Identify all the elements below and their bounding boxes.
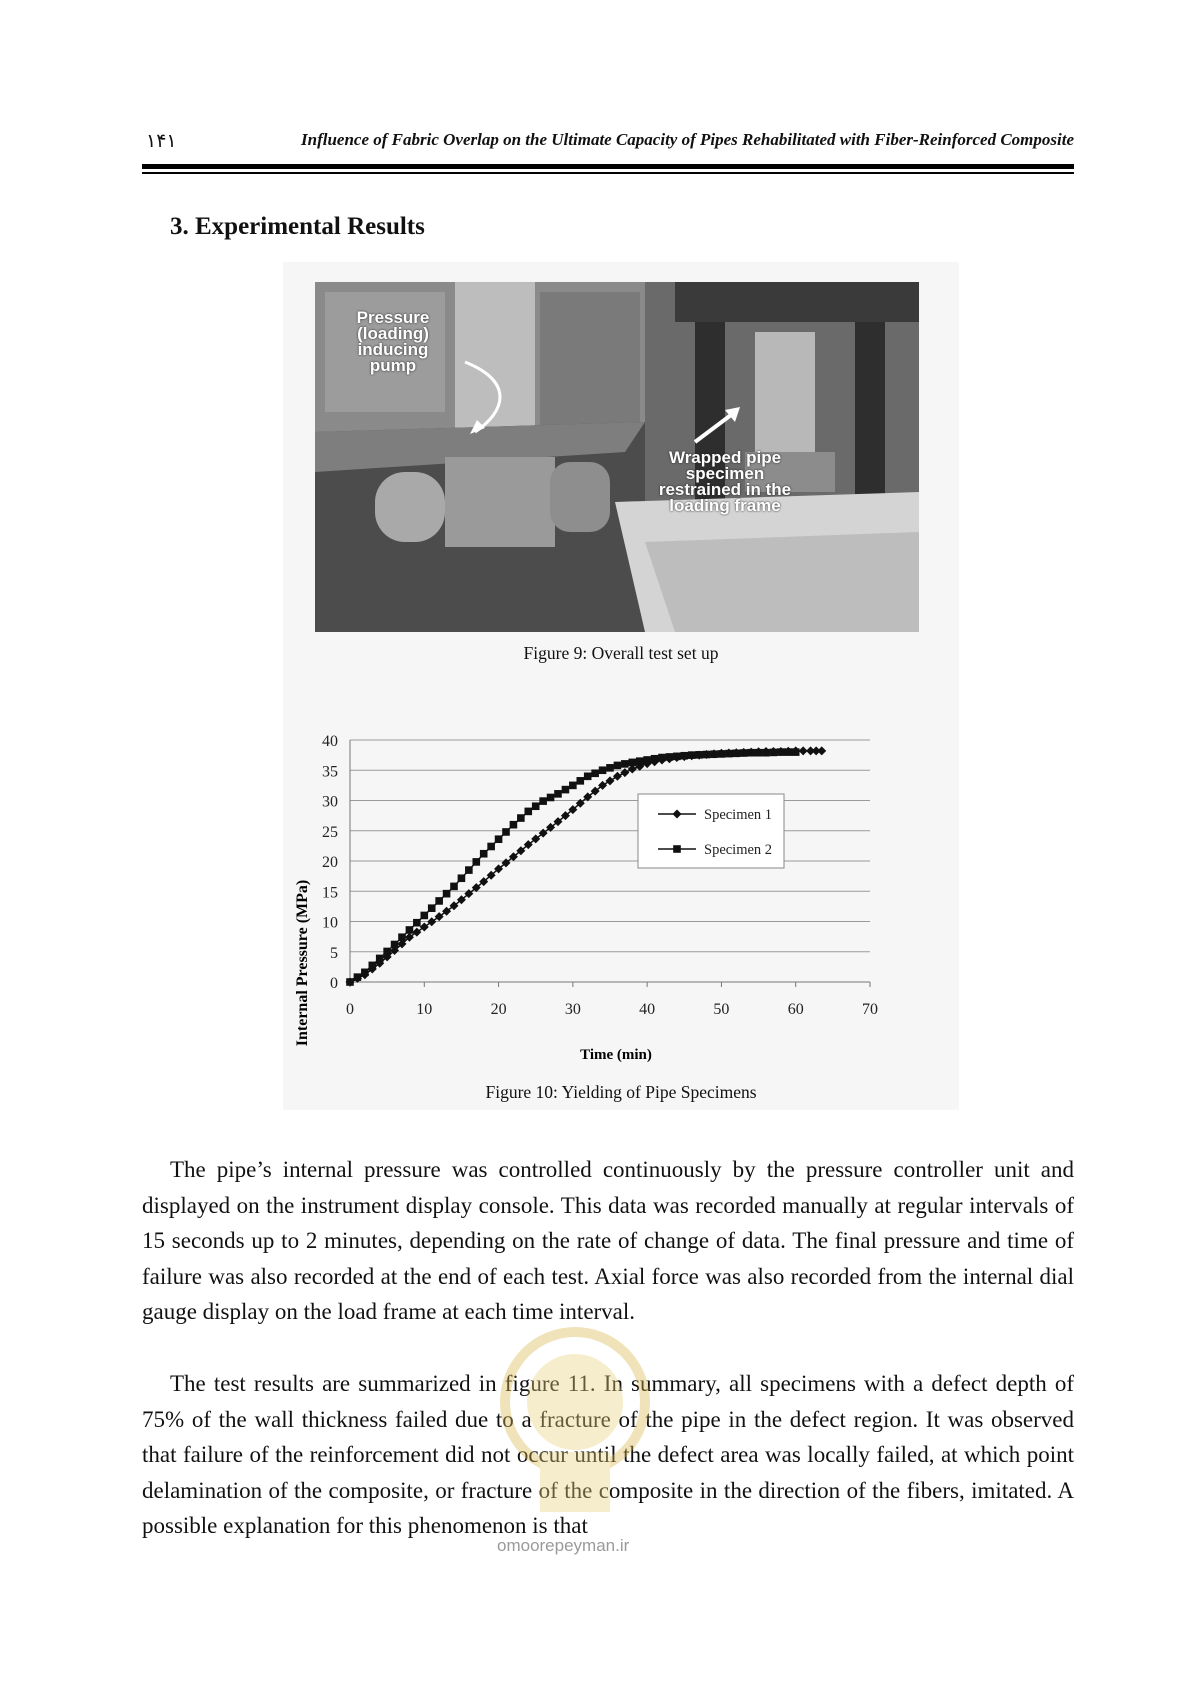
data-point-series-1 xyxy=(620,768,629,777)
data-point-series-1 xyxy=(817,746,826,755)
paragraph-1: The pipe’s internal pressure was controlled continuously by the pressure controller unit and displayed on the instrument display console. This data was recorded manually at regular intervals of 15 seconds up to 2 minutes, depending on the rate of change of data. The final pressure and time of failure was also recorded at the end of each test. Axial force was also recorded from the internal dial gauge display on the load frame at each time interval. xyxy=(142,1157,1074,1324)
x-tick-label: 50 xyxy=(713,1001,730,1018)
data-point-series-1 xyxy=(606,776,615,785)
test-setup-photo xyxy=(315,282,919,632)
data-point-series-1 xyxy=(613,772,622,781)
data-point-series-2 xyxy=(591,769,599,777)
data-point-series-2 xyxy=(495,835,503,843)
section-heading: 3. Experimental Results xyxy=(170,213,425,240)
data-point-series-2 xyxy=(532,802,540,810)
data-point-series-2 xyxy=(398,933,406,941)
data-point-series-2 xyxy=(547,794,555,802)
data-point-series-2 xyxy=(361,969,369,977)
data-point-series-2 xyxy=(502,828,510,836)
data-point-series-2 xyxy=(673,753,681,761)
data-point-series-1 xyxy=(412,928,421,937)
y-tick-label: 30 xyxy=(322,793,338,811)
y-axis-label: Internal Pressure (MPa) xyxy=(294,879,311,1047)
data-point-series-2 xyxy=(636,757,644,765)
running-header xyxy=(142,128,1074,154)
data-point-series-2 xyxy=(391,941,399,949)
y-tick-label: 40 xyxy=(322,733,338,750)
paragraph-2: The test results are summarized in figure 11. In summary, all specimens with a defect depth of 75% of the wall thickness failed due to a fracture of the pipe in the defect region. It was observed that failure of the reinforcement did not occur until the defect area was locally failed, at which point delamination of the composite, or fracture of the composite in the direction of the fibers, imitated. A possible explanation for this phenomenon is that xyxy=(142,1371,1074,1538)
data-point-series-2 xyxy=(376,955,384,963)
page-number: ۱۴۱ xyxy=(146,130,177,152)
data-point-series-2 xyxy=(428,904,436,912)
data-point-series-2 xyxy=(688,751,696,759)
running-title: Influence of Fabric Overlap on the Ultimate Capacity of Pipes Rehabilitated with Fiber-Reinforced Composite xyxy=(301,130,1074,149)
data-point-series-2 xyxy=(450,883,458,891)
x-tick-label: 0 xyxy=(346,1001,354,1018)
data-point-series-2 xyxy=(614,762,622,770)
data-point-series-2 xyxy=(368,962,376,970)
data-point-series-1 xyxy=(427,917,436,926)
data-point-series-2 xyxy=(435,897,443,905)
data-point-series-2 xyxy=(621,760,629,768)
data-point-series-2 xyxy=(443,890,451,898)
y-tick-label: 35 xyxy=(322,763,338,781)
data-point-series-2 xyxy=(703,751,711,759)
data-point-series-2 xyxy=(680,752,688,760)
data-point-series-2 xyxy=(710,750,718,758)
data-point-series-2 xyxy=(747,749,755,757)
y-tick-label: 10 xyxy=(322,914,338,932)
y-tick-label: 20 xyxy=(322,854,338,871)
data-point-series-2 xyxy=(651,755,659,763)
data-point-series-2 xyxy=(740,749,748,757)
data-point-series-2 xyxy=(732,750,740,758)
legend-label: Specimen 1 xyxy=(704,807,773,823)
x-tick-label: 10 xyxy=(416,1001,433,1018)
data-point-series-2 xyxy=(465,866,473,874)
header-rule-thick xyxy=(142,164,1074,169)
data-point-series-2 xyxy=(606,764,614,772)
data-point-series-2 xyxy=(406,926,414,934)
data-point-series-1 xyxy=(420,922,429,931)
data-point-series-2 xyxy=(383,948,391,956)
x-tick-label: 20 xyxy=(490,1001,507,1018)
data-point-series-2 xyxy=(346,978,354,986)
legend-label: Specimen 2 xyxy=(704,842,773,858)
data-point-series-2 xyxy=(420,912,428,920)
x-tick-label: 60 xyxy=(787,1001,804,1018)
data-point-series-2 xyxy=(487,843,495,851)
data-point-series-2 xyxy=(472,858,480,866)
data-point-series-2 xyxy=(725,750,733,758)
y-tick-label: 5 xyxy=(330,944,338,962)
data-point-series-2 xyxy=(666,753,674,761)
data-point-series-2 xyxy=(458,874,466,882)
x-tick-label: 70 xyxy=(862,1001,878,1018)
data-point-series-2 xyxy=(554,790,562,798)
data-point-series-2 xyxy=(480,850,488,858)
data-point-series-2 xyxy=(777,748,785,756)
chart-svg xyxy=(283,720,959,1075)
y-tick-label: 0 xyxy=(330,975,338,992)
pressure-time-chart xyxy=(283,720,959,1075)
data-point-series-2 xyxy=(784,748,792,756)
data-point-series-2 xyxy=(562,786,570,794)
data-point-series-2 xyxy=(569,782,577,790)
data-point-series-2 xyxy=(643,756,651,764)
data-point-series-2 xyxy=(755,749,763,757)
data-point-series-2 xyxy=(539,797,547,805)
specimen-label: Wrapped pipe specimen restrained in the loading frame xyxy=(658,448,792,515)
figure10-caption: Figure 10: Yielding of Pipe Specimens xyxy=(485,1082,757,1102)
legend-marker xyxy=(673,845,681,853)
x-tick-label: 30 xyxy=(564,1001,581,1018)
data-point-series-2 xyxy=(413,919,421,927)
data-point-series-2 xyxy=(718,750,726,758)
pump-label: Pressure (loading) inducing pump xyxy=(356,308,430,375)
y-tick-label: 15 xyxy=(322,884,338,902)
data-point-series-2 xyxy=(770,749,778,757)
figure9-caption: Figure 9: Overall test set up xyxy=(523,643,719,663)
data-point-series-2 xyxy=(628,759,636,767)
data-point-series-2 xyxy=(584,773,592,781)
data-point-series-2 xyxy=(354,973,362,981)
data-point-series-2 xyxy=(792,748,800,756)
data-point-series-2 xyxy=(599,766,607,774)
data-point-series-2 xyxy=(658,754,666,762)
data-point-series-2 xyxy=(762,749,770,757)
x-tick-label: 40 xyxy=(639,1001,656,1018)
data-point-series-2 xyxy=(517,814,525,822)
data-point-series-2 xyxy=(510,821,518,829)
data-point-series-2 xyxy=(524,808,532,816)
data-point-series-2 xyxy=(695,751,703,759)
header-rule-thin xyxy=(142,172,1074,174)
y-tick-label: 25 xyxy=(322,823,338,841)
watermark-text: omoorepeyman.ir xyxy=(497,1536,630,1555)
x-axis-label: Time (min) xyxy=(580,1047,652,1063)
data-point-series-2 xyxy=(576,777,584,785)
